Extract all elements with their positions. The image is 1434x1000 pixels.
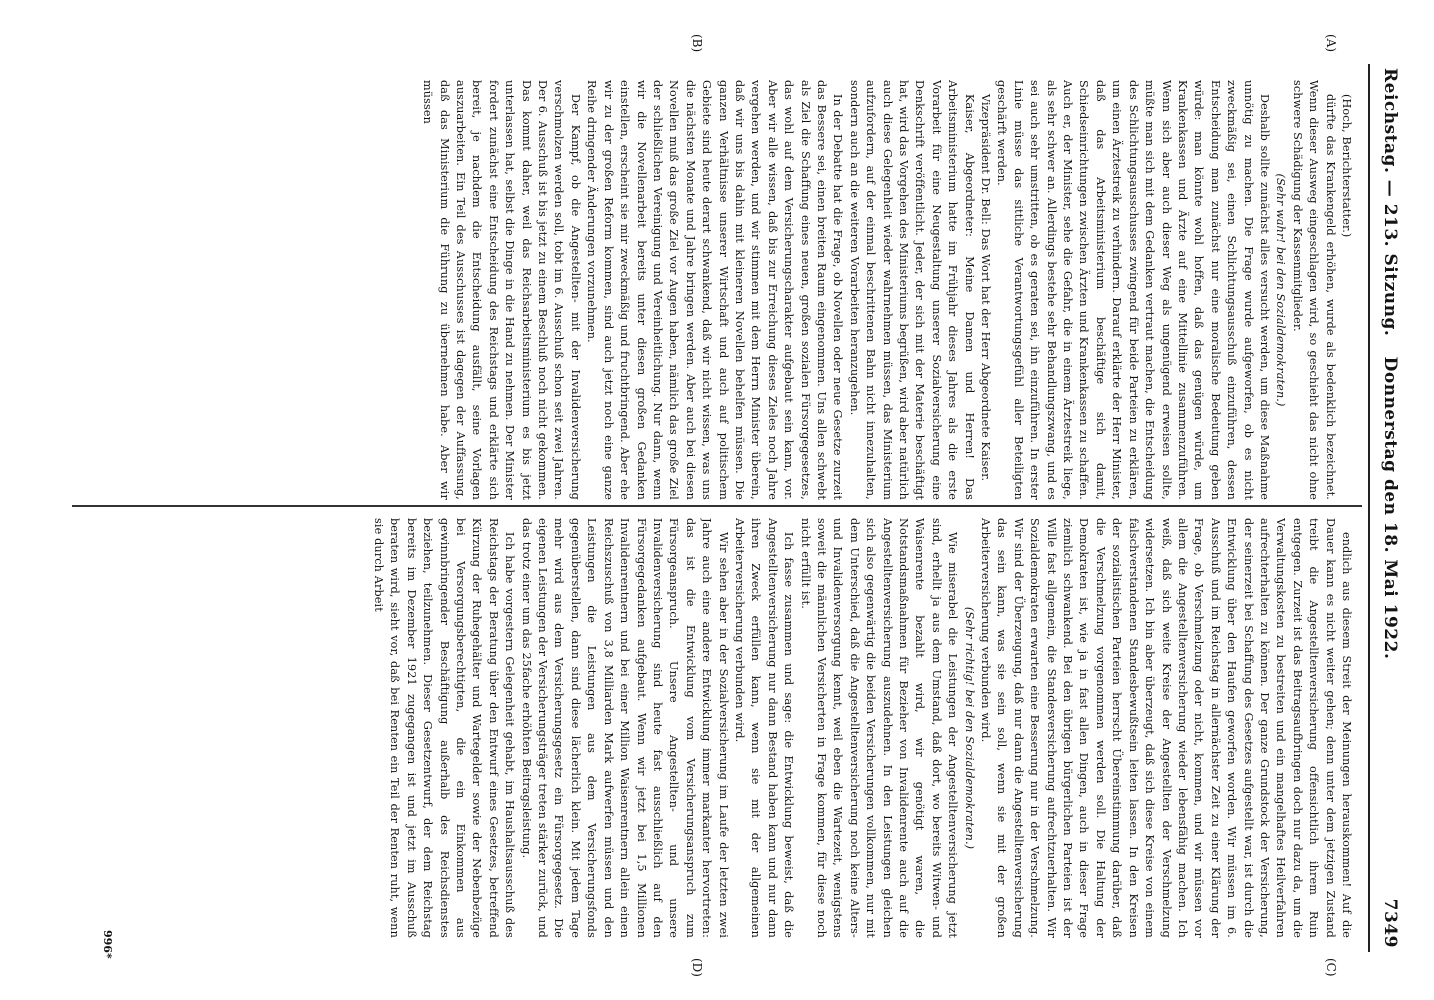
column-divider [72,505,1362,507]
header-divider [1368,64,1370,952]
header-date: Donnerstag den 18. Mai 1922. [1380,356,1400,660]
paragraph: endlich aus diesem Streit der Meinungen herauskommen! Auf die Dauer kann es nicht weiter gehen; denn unter dem jetzigen Zustand treibt die Angestelltenversicherung offensichtlich ihrem Ruin entgegen. Zurzeit ist das Beitragsaufbringen doch nur dazu da, um die Verwaltungskosten zu bestreiten und ein mangelhaftes Heilverfahren aufrechterhalten zu können. Der ganze Grundstock der Versicherung, der seinerzeit bei Schaffung des Gesetzes aufgestellt war, ist durch die Entwicklung über den Haufen geworfen worden. Wir müssen im 6. Ausschuß und im Reichstag in allernächster Zeit zu einer Klärung der Frage, ob Verschmelzung oder nicht, kommen, und wir müssen vor allem die Angestelltenversicherung wieder lebensfähig machen. Ich weiß, daß sich weite Kreise der Angestellten der Verschmelzung widersetzen. Ich bin aber überzeugt, daß sich diese Kreise von einem falschverstandenen Standesbewußtsein leiten lassen. In den Kreisen der sozialistischen Parteien herrscht Übereinstimmung darüber, daß die Verschmelzung vorgenommen werden soll. Die Haltung der Demokraten ist, wie ja in fast allen Dingen, auch in dieser Frage ziemlich schwankend. Bei den übrigen bürgerlichen Parteien ist der Wille fast allgemein, die Standesversicherung aufrechtzuerhalten. Wir Sozialdemokraten erwarten eine Besserung nur in der Verschmelzung. Wir sind der Überzeugung, daß nur dann die Angestelltenversicherung das sein kann, was sie sein soll, wenn sie mit der großen Arbeiterversicherung verbunden wird. [979,518,1353,938]
margin-letter-b: (B) [690,34,704,53]
interjection: (Sehr richtig! bei den Sozialdemokraten.) [962,606,976,850]
paragraph: Kaiser, Abgeordneter: Meine Damen und Herren! Das Arbeitsministerium hatte im Frühjahr dieses Jahres als die erste Vorarbeit für eine Neugestaltung unserer Sozialversicherung eine Denkschrift veröffentlicht. Jeder, der sich mit der Materie beschäftigt hat, wird das Vorgehen des Ministeriums begrüßen, wird aber natürlich auch diese Gelegenheit wieder wahrnehmen müssen, das Ministerium aufzufordern, auf der einmal beschrittenen Bahn nicht innezuhalten, sondern auch an die weiteren Vorarbeiten heranzugehen. [847,80,976,500]
paragraph: In der Debatte hat die Frage, ob Novellen oder neue Gesetze zurzeit das Bessere sei, einen breiten Raum eingenommen. Uns allen schwebt als Ziel die Schaffung eines neuen, großen sozialen Fürsorgegesetzes, das wohl auf dem Versicherungscharakter aufgebaut sein kann, vor. Aber wir alle wissen, daß bis zur Erreichung dieses Zieles noch Jahre vergehen werden, und wir stimmen mit dem Herrn Minister überein, daß wir uns bis dahin mit kleineren Novellen behelfen müssen. Die ganzen Verhältnisse unserer Wirtschaft und auch auf politischem Gebiete sind heute derart schwankend, daß wir nicht wissen, was uns die nächsten Monate und Jahre bringen werden. Aber auch bei diesen Novellen muß das große Ziel vor Augen haben, nämlich das große Ziel der schließlichen Vereinigung und Vereinheitlichung. Nur dann, wenn wir die Novellenarbeit bereits unter diesen großen Gedanken einstellen, erscheint sie mir zweckmäßig und fruchtbringend. Aber ehe wir zu der großen Reform kommen, sind auch jetzt noch eine ganze Reihe dringender Änderungen vorzunehmen. [585,80,845,500]
page-header [1372,64,1408,952]
margin-letter-a: (A) [1324,34,1338,53]
paragraph: Deshalb sollte zunächst alles versucht werden, um diese Maßnahme unnötig zu machen. Die Frage wurde aufgeworfen, ob es nicht zweckmäßig sei, einen Schlichtungsausschuß einzuführen, dessen Entscheidung man zunächst nur eine moralische Bedeutung geben würde: man könnte wohl hoffen, daß das genügen würde, um Krankenkassen und Ärzte auf eine Mittellinie zusammenzuführen. Wenn sich aber auch dieser Weg als ungenügend erweisen sollte, müßte man sich mit dem Gedanken vertraut machen, die Entscheidung des Schlichtungsausschusses zwingend für beide Parteien zu erklären, um einen Ärztestreik zu verhindern. Darauf erklärte der Herr Minister, daß das Arbeitsministerium beschäftige sich damit, Schiedseinrichtungen zwischen Ärzten und Krankenkassen zu schaffen. Auch er, der Minister, sehe die Gefahr, die in einem Ärztestreik liege, als sehr schwer an. Allerdings bestehe sehr Behandlungszwang, und es sei auch sehr umstritten, ob es geraten sei, ihn einzuführen. In erster Linie müsse das sittliche Verantwortungsgefühl aller Beteiligten geschärft werden. [995,80,1271,500]
paragraph: Ich habe vorgestern Gelegenheit gehabt, im Haushaltsausschuß des Reichstags der Beratung über den Entwurf eines Gesetzes, betreffend Kürzung der Ruhegehälter und Wartegelder sowie der Nebenbezüge bei Versorgungsberechtigten, die ein Einkommen aus gewinnbringender Beschäftigung außerhalb des Reichsdienstes beziehen, teilzunehmen. Dieser Gesetzentwurf, der dem Reichstag bereits im Dezember 1921 zugegangen ist und jetzt im Ausschuß beraten wird, sieht vor, daß bei Renten ein Teil der Renten ruht, wenn sie durch Arbeit [372,518,517,938]
paragraph: Der Kampf, ob die Angestellten- mit der Invalidenversicherung verschmolzen werden soll, tobt im 6. Ausschuß schon seit zwei Jahren. Der 6. Ausschuß ist bis jetzt zu einem Beschluß noch nicht gekommen. Das kommt daher, weil das Reichsarbeitsministerium es bis jetzt unterlassen hat, selbst die Dinge in die Hand zu nehmen. Der Minister fordert zunächst eine Entscheidung des Reichstags und erklärte sich bereit, je nachdem die Entscheidung ausfällt, seine Vorlagen auszuarbeiten. Ein Teil des Ausschusses ist dagegen der Auffassung, daß das Ministerium die Führung zu übernehmen habe. Aber wir müssen [421,80,582,500]
header-session: Reichstag. — 213. Sitzung. [1380,68,1400,337]
paragraph: Ich fasse zusammen und sage: die Entwicklung beweist, daß die Angestelltenversicherung nur dann Bestand haben kann und nur dann ihren Zweck erfüllen kann, wenn sie mit der allgemeinen Arbeiterversicherung verbunden wird. [732,518,796,938]
paragraph: Vizepräsident Dr. Bell: Das Wort hat der Herr Abgeordnete Kaiser. [979,94,993,482]
paragraph: Wie miserabel die Leistungen der Angestelltenversicherung jetzt sind, erhellt ja aus dem Umstand, daß dort, wo bereits Witwen- und Waisenrente bezahlt wird, wir genötigt waren, die Notstandsmaßnahmen für Bezieher von Invalidenrente auch auf die Angestelltenversicherung auszudehnen. In den Leistungen gleichen sich also gegenwärtig die beiden Versicherungen vollkommen, nur mit dem Unterschied, daß die Angestelltenversicherung noch keine Alters- und Invalidenversorgung kennt, weil eben die Wartezeit, wenigstens soweit die männlichen Versicherten in Frage kommen, für diese noch nicht erfüllt ist. [798,518,960,938]
paragraph: dürfte das Krankengeld erhöhen, wurde als bedenklich bezeichnet. Wenn dieser Ausweg eingeschlagen wird, so geschieht das nicht ohne schwere Schädigung der Kassenmitglieder. [1290,80,1337,500]
margin-letter-d: (D) [690,958,704,977]
page-number: 7349 [1380,898,1400,948]
right-column [64,518,1354,938]
left-column [64,80,1354,500]
margin-letter-c: (C) [1324,958,1338,977]
interjection: (Sehr wahr! bei den Sozialdemokraten.) [1274,173,1288,407]
signature-mark: 996* [101,930,114,959]
paragraph: (Hoch, Berichterstatter.) [1340,94,1353,238]
paragraph: Wir sehen aber in der Sozialversicherung im Laufe der letzten zwei Jahre auch eine andere Entwicklung immer markanter hervortreten: das ist die Entwicklung vom Versicherungsanspruch zum Fürsorgeanspruch. Unsere Angestellten- und unsere Invalidenversicherung sind heute fast ausschließlich auf den Fürsorgegedanken aufgebaut. Wenn wir jetzt bei 1,5 Millionen Invalidenrentnern und bei einer Million Waisenrentnern allein einen Reichszuschuß von 3,8 Milliarden Mark aufwerfen müssen und den Leistungen die Leistungen aus dem Versicherungsfonds gegenüberstellen, dann sind diese lächerlich klein. Mit jedem Tage mehr wird aus dem Versicherungsgesetz ein Fürsorgegesetz. Die eigenen Leistungen der Versicherungsträger treten stärker zurück, und das trotz einer um das 25fache erhöhten Beitragsleistung. [519,518,730,938]
